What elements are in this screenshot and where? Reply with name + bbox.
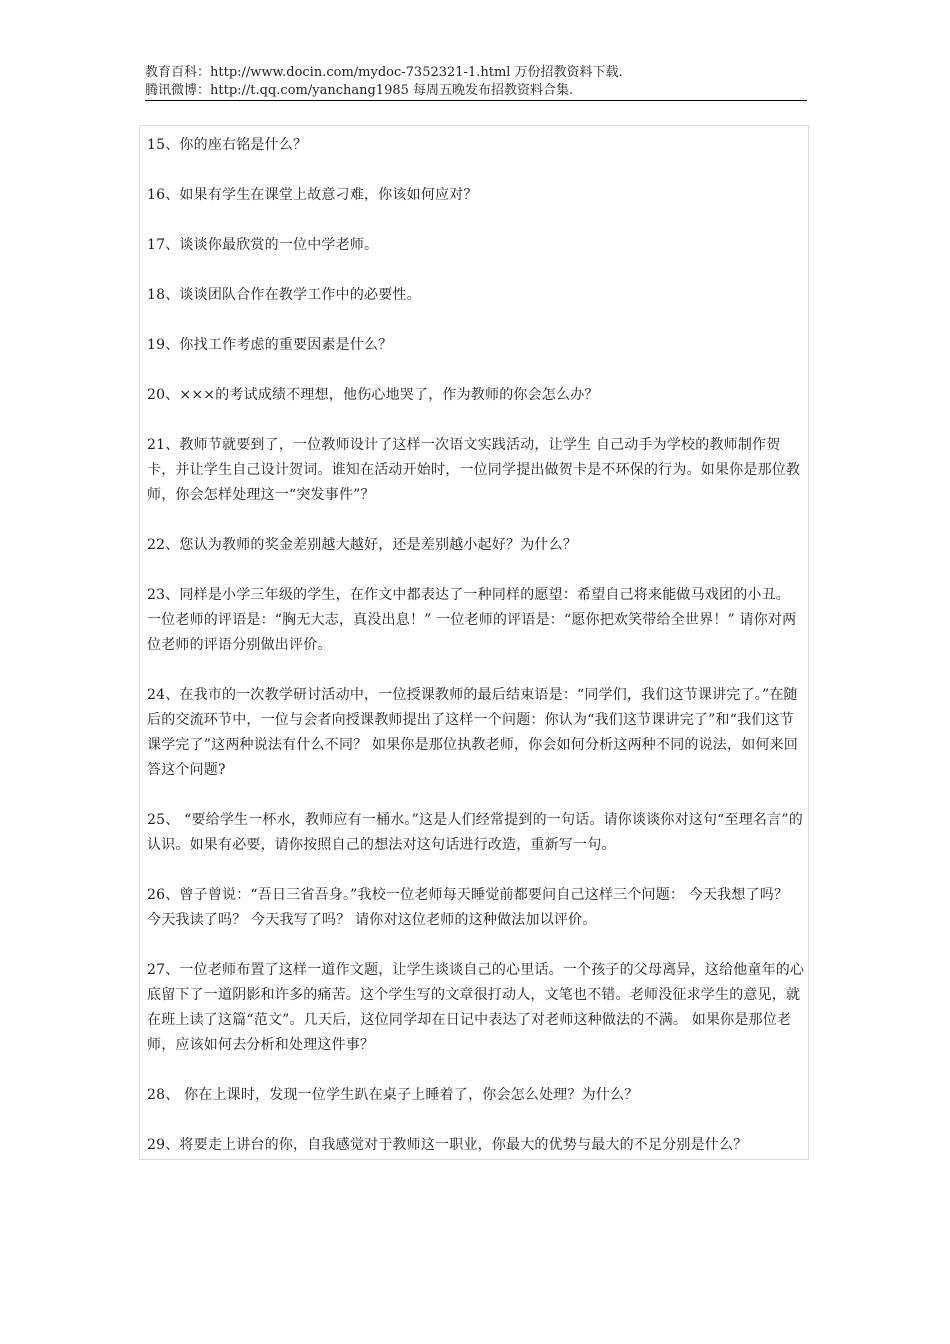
question-item: 27、一位老师布置了这样一道作文题，让学生谈谈自己的心里话。一个孩子的父母离异，这给他童年的心底留下了一道阴影和许多的痛苦。这个学生写的文章很打动人，文笔也不错。老师没征求学生的意见，就在班上读了这篇“范文”。几天后，这位同学却在日记中表达了对老师这种做法的不满。 如果你是那位老师，应该如何去分析和处理这件事？ [147, 962, 805, 1053]
question-item: 17、谈谈你最欣赏的一位中学老师。 [147, 237, 379, 253]
question-item: 23、同样是小学三年级的学生，在作文中都表达了一种同样的愿望：希望自己将来能做马戏团的小丑。 一位老师的评语是：“胸无大志，真没出息！” 一位老师的评语是：“愿你把欢笑带给全世界！” 请你对两位老师的评语分别做出评价。 [147, 587, 797, 653]
page-header [145, 64, 807, 100]
question-item: 16、如果有学生在课堂上故意刁难，你该如何应对？ [147, 187, 478, 203]
question-item: 18、谈谈团队合作在教学工作中的必要性。 [147, 287, 421, 303]
question-item: 20、×××的考试成绩不理想，他伤心地哭了，作为教师的你会怎么办？ [147, 387, 599, 403]
header-line-docin: 教育百科：http://www.docin.com/mydoc-7352321-1.html 万份招教资料下载. [145, 65, 623, 80]
question-list [147, 133, 807, 1183]
question-item: 29、将要走上讲台的你，自我感觉对于教师这一职业，你最大的优势与最大的不足分别是什么？ [147, 1137, 748, 1153]
header-line-weibo: 腾讯微博：http://t.qq.com/yanchang1985 每周五晚发布招教资料合集. [145, 83, 574, 98]
question-item: 15、你的座右铭是什么？ [147, 137, 308, 153]
question-item: 22、您认为教师的奖金差别越大越好，还是差别越小起好？为什么？ [147, 537, 578, 553]
header-divider [145, 100, 807, 101]
question-item: 21、教师节就要到了，一位教师设计了这样一次语文实践活动，让学生 自己动手为学校的教师制作贺卡，并让学生自己设计贺词。谁知在活动开始时，一位同学提出做贺卡是不环保的行为。如果你是那位教师，你会怎样处理这一“突发事件”？ [147, 437, 801, 503]
question-item: 26、曾子曾说：“吾日三省吾身。”我校一位老师每天睡觉前都要问自己这样三个问题： 今天我想了吗？ 今天我读了吗？ 今天我写了吗？ 请你对这位老师的这种做法加以评价。 [147, 887, 789, 928]
question-item: 19、你找工作考虑的重要因素是什么？ [147, 337, 393, 353]
question-item: 28、 你在上课时，发现一位学生趴在桌子上睡着了，你会怎么处理？为什么？ [147, 1087, 639, 1103]
question-item: 24、在我市的一次教学研讨活动中，一位授课教师的最后结束语是：“同学们，我们这节课讲完了。”在随后的交流环节中，一位与会者向授课教师提出了这样一个问题：你认为“我们这节课讲完了”和“我们这节课学完了”这两种说法有什么不同？ 如果你是那位执教老师，你会如何分析这两种不同的说法，如何来回答这个问题? [147, 687, 799, 778]
question-item: 25、 “要给学生一杯水，教师应有一桶水。”这是人们经常提到的一句话。请你谈谈你对这句“至理名言”的认识。如果有必要，请你按照自己的想法对这句话进行改造，重新写一句。 [147, 812, 803, 853]
